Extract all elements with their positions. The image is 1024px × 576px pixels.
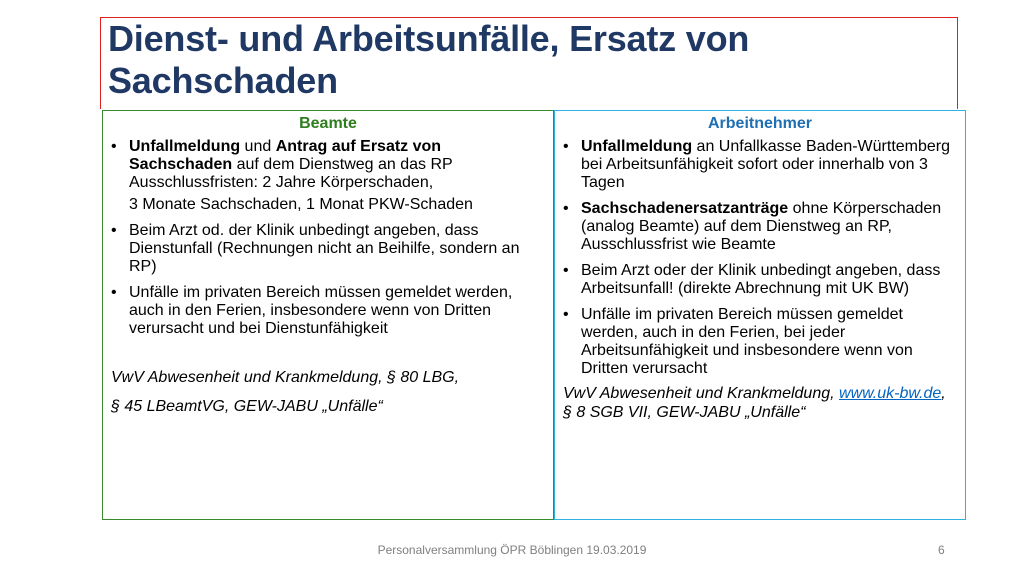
slide-title: Dienst- und Arbeitsunfälle, Ersatz von Sachschaden: [108, 18, 750, 101]
reference-prefix: VwV Abwesenheit und Krankmeldung,: [563, 385, 840, 402]
reference-text: § 45 LBeamtVG, GEW-JABU „Unfälle“: [111, 398, 383, 415]
list-item: • Unfallmeldung an Unfallkasse Baden-Württemberg bei Arbeitsunfähigkeit sofort oder innerhalb von 3 Tagen: [563, 138, 951, 191]
column-arbeitnehmer: [554, 110, 966, 520]
uk-bw-link[interactable]: www.uk-bw.de: [839, 385, 942, 402]
bullet-icon: •: [563, 200, 569, 217]
column-heading-beamte: Beamte: [299, 115, 357, 132]
bullet-icon: •: [563, 306, 569, 323]
bullet-icon: •: [111, 284, 117, 301]
column-beamte: [102, 110, 554, 520]
bold-text: Unfallmeldung: [129, 138, 241, 155]
continuation-line: 3 Monate Sachschaden, 1 Monat PKW-Schaden: [129, 196, 473, 213]
column-heading-arbeitnehmer: Arbeitnehmer: [707, 115, 813, 132]
bold-text: Antrag auf Ersatz von Sachschaden: [129, 138, 442, 173]
bullet-icon: •: [563, 138, 569, 155]
footer-text: Personalversammlung ÖPR Böblingen 19.03.2019: [377, 543, 647, 557]
list-item: • Unfälle im privaten Bereich müssen gemeldet werden, auch in den Ferien, insbesondere wenn von Dritten verursacht und bei Dienstunfähigkeit: [111, 284, 513, 337]
list-item: • Unfälle im privaten Bereich müssen gemeldet werden, auch in den Ferien, bei jeder Arbeitsunfähigkeit und insbesondere wenn von Dritten verursacht: [563, 306, 913, 377]
bold-text: Unfallmeldung: [581, 138, 693, 155]
list-item: • Beim Arzt oder der Klinik unbedingt angeben, dass Arbeitsunfall! (direkte Abrechnung mit UK BW): [563, 262, 941, 297]
bullet-list-arbeitnehmer: [555, 138, 965, 378]
list-item: • Sachschadenersatzanträge ohne Körperschaden (analog Beamte) auf dem Dienstweg an RP, Ausschlussfrist wie Beamte: [563, 200, 942, 253]
bullet-icon: •: [111, 222, 117, 239]
reference-suffix: , § 8 SGB VII, GEW-JABU „Unfälle“: [563, 385, 946, 421]
bullet-icon: •: [563, 262, 569, 279]
reference-text: [555, 384, 965, 422]
reference-text: VwV Abwesenheit und Krankmeldung, § 80 LBG,: [111, 369, 460, 386]
bullet-list-beamte-more: [103, 222, 553, 338]
bold-text: Sachschadenersatzanträge: [581, 200, 789, 217]
bullet-icon: •: [111, 138, 117, 155]
bullet-list-beamte: [103, 138, 553, 192]
list-item: • Beim Arzt od. der Klinik unbedingt angeben, dass Dienstunfall (Rechnungen nicht an Beihilfe, sondern an RP): [111, 222, 520, 275]
page-number: 6: [938, 543, 945, 557]
list-item: • Unfallmeldung und Antrag auf Ersatz von Sachschaden auf dem Dienstweg an das RP Ausschlussfristen: 2 Jahre Körperschaden,: [111, 138, 453, 191]
